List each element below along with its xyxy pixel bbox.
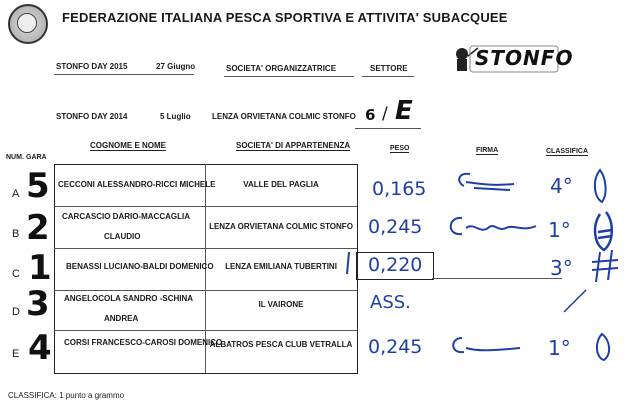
document-title: FEDERAZIONE ITALIANA PESCA SPORTIVA E ATTIVITA' SUBACQUEE: [62, 10, 508, 25]
row-c-num: C: [12, 268, 20, 280]
footer-scoring-note: CLASSIFICA: 1 punto a grammo: [8, 391, 125, 400]
row-d-name-line-2: ANDREA: [104, 314, 139, 323]
col-header-num: NUM.: [6, 154, 24, 161]
row-a-signature-icon: [450, 168, 522, 196]
row-e-mark-icon: [592, 330, 614, 364]
row-b-name-line-1: CARCASCIO DARIO-MACCAGLIA: [62, 212, 190, 221]
row-a-name: CECCONI ALESSANDRO-RICCI MICHELE: [58, 180, 216, 189]
col-header-classifica: CLASSIFICA: [546, 148, 588, 155]
row-c-pen-stroke-icon: [343, 250, 353, 276]
event-2-name: STONFO DAY 2014: [56, 112, 128, 121]
row-b-society: LENZA ORVIETANA COLMIC STONFO: [209, 222, 353, 231]
row-d-name-line-1: ANGELOCOLA SANDRO -SCHINA: [64, 294, 194, 303]
row-e-gara: 4: [28, 328, 52, 368]
row-e-num: E: [12, 348, 20, 360]
event-1-underline: [54, 74, 194, 75]
event-1-name: STONFO DAY 2015: [56, 62, 128, 71]
row-c-underline: [432, 278, 562, 279]
row-b-name-line-2: CLAUDIO: [104, 232, 141, 241]
row-b-gara: 2: [26, 208, 50, 248]
row-a-peso: 0,165: [372, 178, 427, 200]
col-header-peso: PESO: [390, 145, 410, 152]
table-row-divider: [54, 206, 357, 207]
sector-number: 6: [365, 106, 376, 124]
table-row-divider: [54, 290, 357, 291]
row-c-classifica: 3°: [550, 256, 573, 280]
row-e-classifica: 1°: [548, 336, 571, 360]
stonfo-logo-text: STONFO: [475, 46, 574, 70]
row-c-mark-icon: [590, 248, 620, 284]
row-c-peso: 0,220: [368, 254, 423, 276]
sector-label-underline: [362, 76, 414, 77]
col-header-firma: FIRMA: [476, 147, 499, 154]
row-e-peso: 0,245: [368, 336, 423, 358]
sector-label: SETTORE: [370, 64, 408, 73]
row-a-gara: 5: [26, 166, 50, 206]
row-d-dash-icon: [560, 286, 590, 316]
table-row-divider: [54, 248, 357, 249]
row-a-classifica: 4°: [550, 174, 573, 198]
col-header-gara: GARA: [26, 154, 47, 161]
row-c-society: LENZA EMILIANA TUBERTINI: [225, 262, 337, 271]
sector-underline: [355, 128, 421, 129]
sector-letter: E: [395, 96, 413, 126]
event-1-date: 27 Giugno: [156, 62, 196, 71]
row-b-num: B: [12, 228, 20, 240]
row-b-classifica: 1°: [548, 218, 571, 242]
event-2-date: 5 Luglio: [160, 112, 191, 121]
table-row-divider: [54, 330, 357, 331]
society-label-underline: [224, 76, 354, 77]
federation-logo-inner: [17, 13, 37, 33]
society-organizer-value: LENZA ORVIETANA COLMIC STONFO: [212, 112, 356, 121]
row-c-name: BENASSI LUCIANO-BALDI DOMENICO: [66, 262, 214, 271]
row-e-name: CORSI FRANCESCO-CAROSI DOMENICO: [64, 338, 223, 347]
row-a-num: A: [12, 188, 20, 200]
row-a-society: VALLE DEL PAGLIA: [243, 180, 319, 189]
row-c-gara: 1: [28, 248, 52, 288]
row-e-signature-icon: [446, 330, 526, 360]
row-b-signature-icon: [440, 208, 540, 242]
row-a-mark-icon: [588, 168, 612, 206]
row-d-num: D: [12, 306, 20, 318]
sector-separator: /: [382, 104, 388, 124]
row-e-society: ALBATROS PESCA CLUB VETRALLA: [209, 340, 353, 349]
row-b-peso: 0,245: [368, 216, 423, 238]
row-d-peso: ASS.: [370, 292, 411, 313]
row-d-gara: 3: [26, 284, 50, 324]
col-header-name: COGNOME E NOME: [90, 141, 167, 150]
society-organizer-label: SOCIETA' ORGANIZZATRICE: [226, 64, 337, 73]
row-d-society: IL VAIRONE: [258, 300, 304, 309]
col-header-society: SOCIETA' DI APPARTENENZA: [236, 141, 351, 150]
